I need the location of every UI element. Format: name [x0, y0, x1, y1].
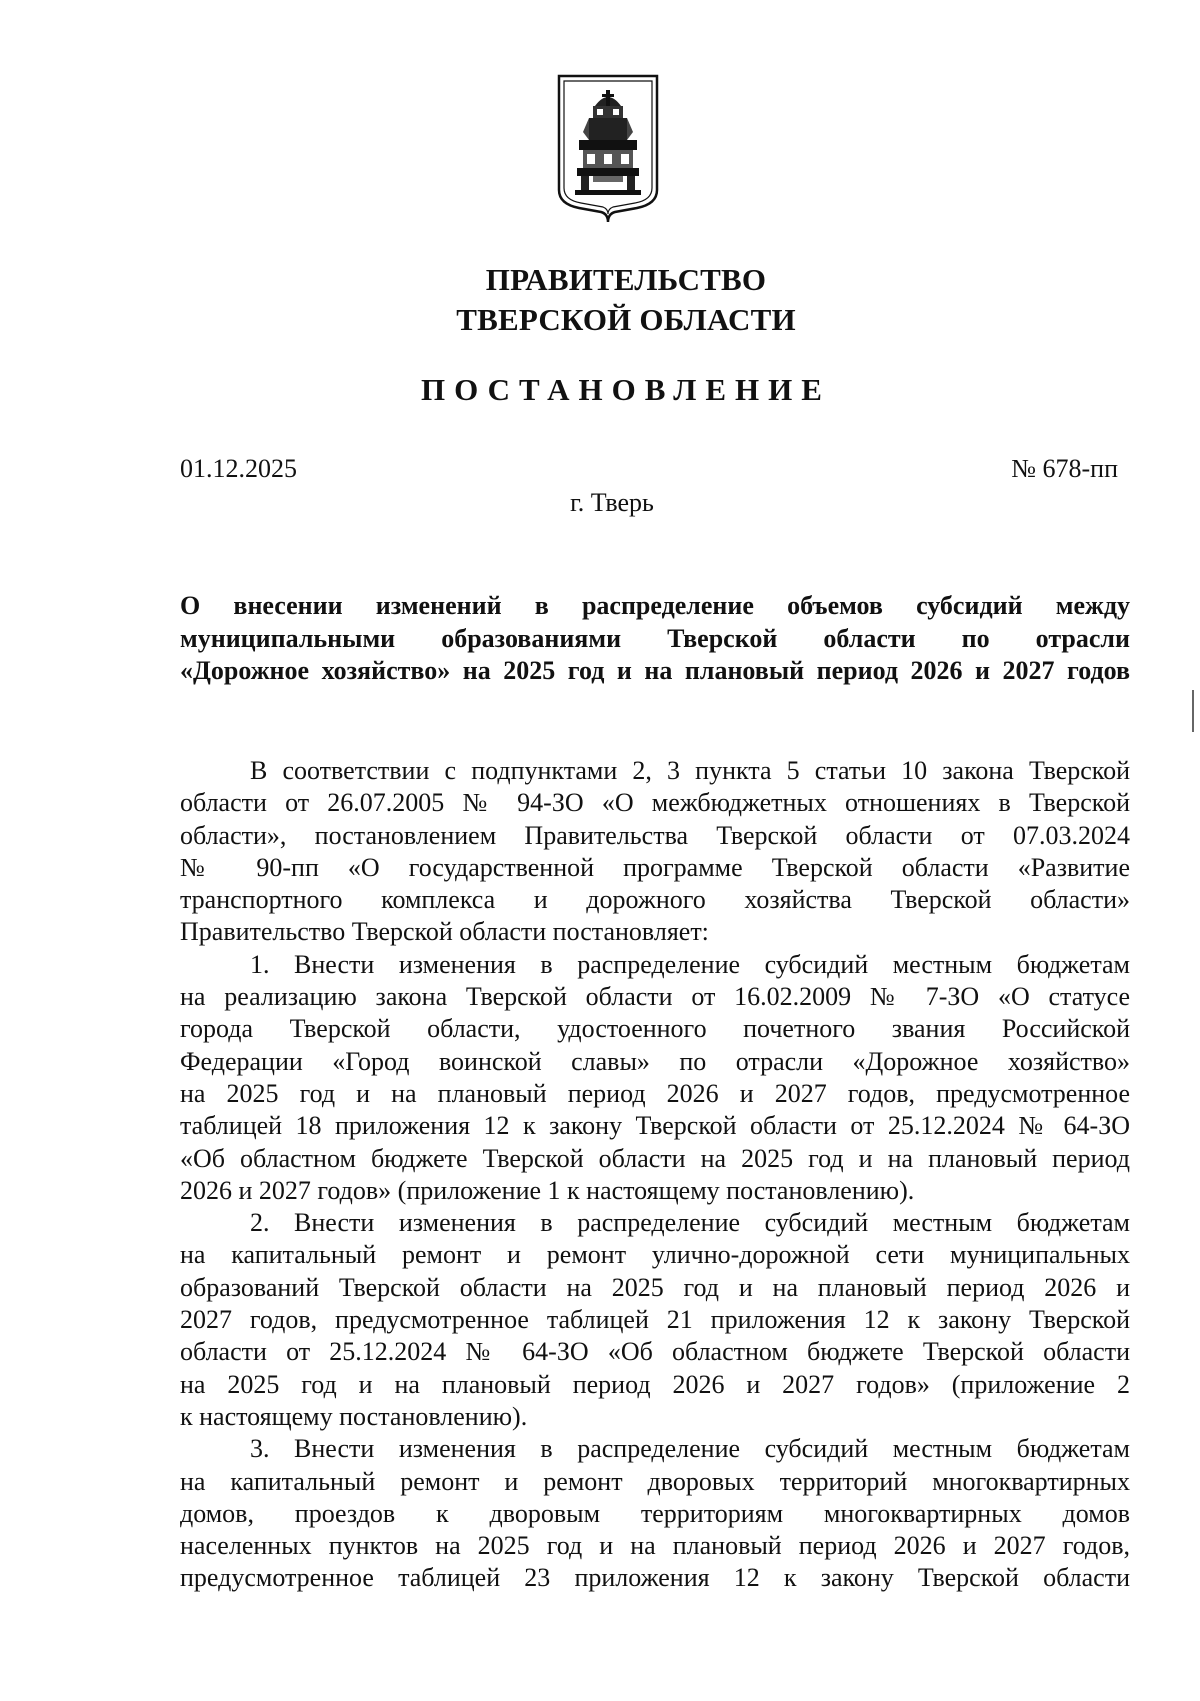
organization-name-line-2: ТВЕРСКОЙ ОБЛАСТИ [456, 302, 796, 337]
body-line: таблицей 18 приложения 12 к закону Тверской области от 25.12.2024 № 64-ЗО [180, 1111, 1130, 1141]
body-line: транспортного комплекса и дорожного хозяйства Тверской области» [180, 885, 1130, 915]
body-line: В соответствии с подпунктами 2, 3 пункта 5 статьи 10 закона Тверской [250, 756, 1130, 785]
title-line: «Дорожное хозяйство» на 2025 год и на плановый период 2026 и 2027 годов [180, 656, 1130, 685]
body-line: на капитальный ремонт и ремонт улично-дорожной сети муниципальных [180, 1240, 1130, 1270]
body-line: на реализацию закона Тверской области от 16.02.2009 № 7-ЗО «О статусе [180, 982, 1130, 1012]
body-line: населенных пунктов на 2025 год и на плановый период 2026 и 2027 годов, [180, 1531, 1130, 1561]
body-line: на капитальный ремонт и ремонт дворовых территорий многоквартирных [180, 1466, 1130, 1496]
document-number: № 678-пп [1011, 454, 1118, 483]
body-line: на 2025 год и на плановый период 2026 и 2027 годов, предусмотренное [180, 1078, 1130, 1108]
body-line: 1. Внести изменения в распределение субсидий местным бюджетам [250, 949, 1130, 979]
body-line: 2027 годов, предусмотренное таблицей 21 приложения 12 к закону Тверской [180, 1305, 1130, 1335]
document-body [180, 755, 1130, 1595]
body-line: Правительство Тверской области постановляет: [180, 917, 709, 947]
body-line: Федерации «Город воинской славы» по отрасли «Дорожное хозяйство» [180, 1046, 1130, 1076]
document-title [180, 590, 1130, 688]
title-line: муниципальными образованиями Тверской области по отрасли [180, 623, 1130, 653]
body-line: города Тверской области, удостоенного почетного звания Российской [180, 1014, 1130, 1044]
body-line: 2. Внести изменения в распределение субсидий местным бюджетам [250, 1208, 1130, 1238]
body-line: области», постановлением Правительства Тверской области от 07.03.2024 [180, 820, 1130, 850]
body-line: 3. Внести изменения в распределение субсидий местным бюджетам [250, 1434, 1130, 1464]
document-city: г. Тверь [570, 488, 654, 517]
body-line: «Об областном бюджете Тверской области на 2025 год и на плановый период [180, 1143, 1130, 1173]
document-date: 01.12.2025 [180, 454, 297, 483]
body-line: к настоящему постановлению). [180, 1401, 528, 1431]
body-line: предусмотренное таблицей 23 приложения 12 к закону Тверской области [180, 1563, 1130, 1593]
organization-name-line-1: ПРАВИТЕЛЬСТВО [485, 262, 767, 297]
body-line: образований Тверской области на 2025 год и на плановый период 2026 и [180, 1272, 1130, 1302]
body-line: 2026 и 2027 годов» (приложение 1 к настоящему постановлению). [180, 1175, 915, 1205]
title-line: О внесении изменений в распределение объемов субсидий между [180, 591, 1130, 620]
body-line: области от 26.07.2005 № 94-ЗО «О межбюджетных отношениях в Тверской [180, 788, 1130, 818]
body-line: № 90-пп «О государственной программе Тверской области «Развитие [180, 852, 1130, 882]
body-line: на 2025 год и на плановый период 2026 и 2027 годов» (приложение 2 [180, 1369, 1130, 1399]
body-line: области от 25.12.2024 № 64-ЗО «Об областном бюджете Тверской области [180, 1337, 1130, 1367]
document-type-heading: ПОСТАНОВЛЕНИЕ [421, 372, 831, 407]
scan-margin-mark [1192, 690, 1194, 732]
body-line: домов, проездов к дворовым территориям многоквартирных домов [180, 1498, 1130, 1528]
tver-coat-of-arms-icon [553, 72, 663, 226]
